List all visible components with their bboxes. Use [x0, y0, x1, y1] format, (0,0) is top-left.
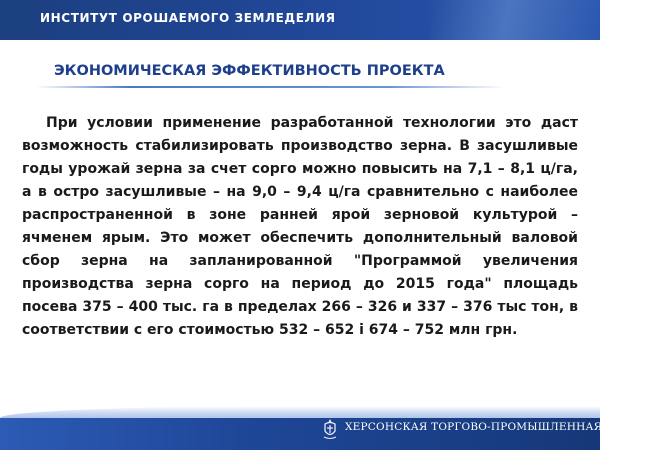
chamber-name: ХЕРСОНСКАЯ ТОРГОВО-ПРОМЫШЛЕННАЯ ПАЛАТА — [345, 421, 656, 433]
header-bar — [0, 0, 600, 40]
slide-body-text: При условии применение разработанной технологии это даст возможность стабилизировать производство зерна. В засушливые годы урожай зерна за счет сорго можно повысить на 7,1 – 8,1 ц/га, а в остро засушливые – на 9,0 – 9,4 ц/га сравнительно с наиболее распространенной в зоне ранней ярой зерновой культурой – ячменем ярым. Это может обеспечить дополнительный валовой сбор зерна на запланированной "Программой увеличения производства зерна сорго на период до 2015 года" площадь посева 375 – 400 тыс. га в пределах 266 – 326 и 337 – 376 тыс тон, в соответствии с его стоимостью 532 – 652 і 674 – 752 млн грн. — [22, 115, 578, 338]
title-underline — [36, 86, 506, 88]
header-highlight — [430, 0, 600, 40]
slide-title: ЭКОНОМИЧЕСКАЯ ЭФФЕКТИВНОСТЬ ПРОЕКТА — [54, 63, 445, 79]
chamber-emblem-icon — [322, 418, 338, 440]
slide-title-block — [36, 58, 536, 88]
institute-name: ИНСТИТУТ ОРОШАЕМОГО ЗЕМЛЕДЕЛИЯ — [40, 11, 336, 25]
